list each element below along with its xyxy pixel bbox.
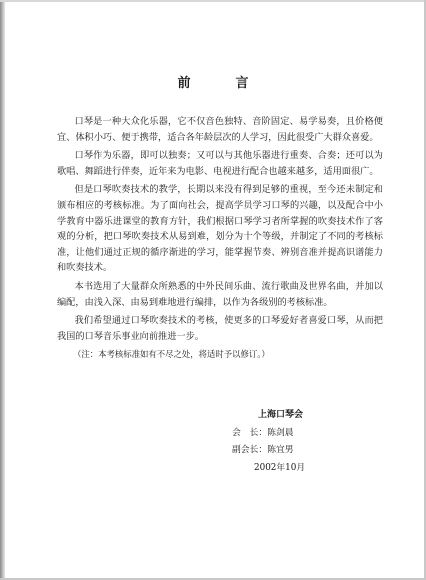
organization-name: 上海口琴会 [258, 410, 304, 420]
paragraph: 口琴作为乐器，即可以独奏；又可以与其他乐器进行重奏、合奏；还可以为歌唱、舞蹈进行伴奏，近年来为电影、电视进行配合也越来越多，适用面很广。 [57, 150, 383, 177]
page-title: 前 言 [177, 76, 265, 91]
date-line: 2002年10月 [254, 462, 306, 473]
signature-block [232, 407, 372, 477]
chair-line: 会 长：陈剑晨 [232, 427, 294, 438]
paragraph: 口琴是一种大众化乐器，它不仅音色独特、音阶固定、易学易奏，且价格便宜、体积小巧、便于携带，适合各年龄层次的人学习，因此很受广大群众喜爱。 [57, 116, 383, 143]
revision-note: （注：本考核标准如有不尽之处，将适时予以修订。） [72, 349, 270, 360]
paragraph: 本书选用了大量群众所熟悉的中外民间乐曲、流行歌曲及世界名曲，并加以编配，由浅入深、由易到难地进行编排，以作为各级别的考核标准。 [57, 280, 383, 308]
paragraph: 但是口琴吹奏技术的教学，长期以来没有得到足够的重视，至今还未制定和颁布相应的考核标准。为了面向社会，提高学员学习口琴的兴趣，以及配合中小学教育中器乐进课堂的教育方针，我们根据口琴学习者所掌握的吹奏技术作了客观的分析，把口琴吹奏技术从易到难，划分为十个等级，并制定了不同的考核标准，让他们通过正规的循序渐进的学习，能掌握节奏、辨别音准并提高识谱能力和吹奏技术。 [57, 184, 383, 274]
scan-edge-top [0, 0, 426, 2]
vice-chair-line: 副会长：陈宜男 [232, 445, 294, 455]
preface-body [57, 114, 383, 366]
paragraph: 我们希望通过口琴吹奏技术的考核，使更多的口琴爱好者喜爱口琴，从而把我国的口琴音乐事业向前推进一步。 [57, 315, 383, 342]
